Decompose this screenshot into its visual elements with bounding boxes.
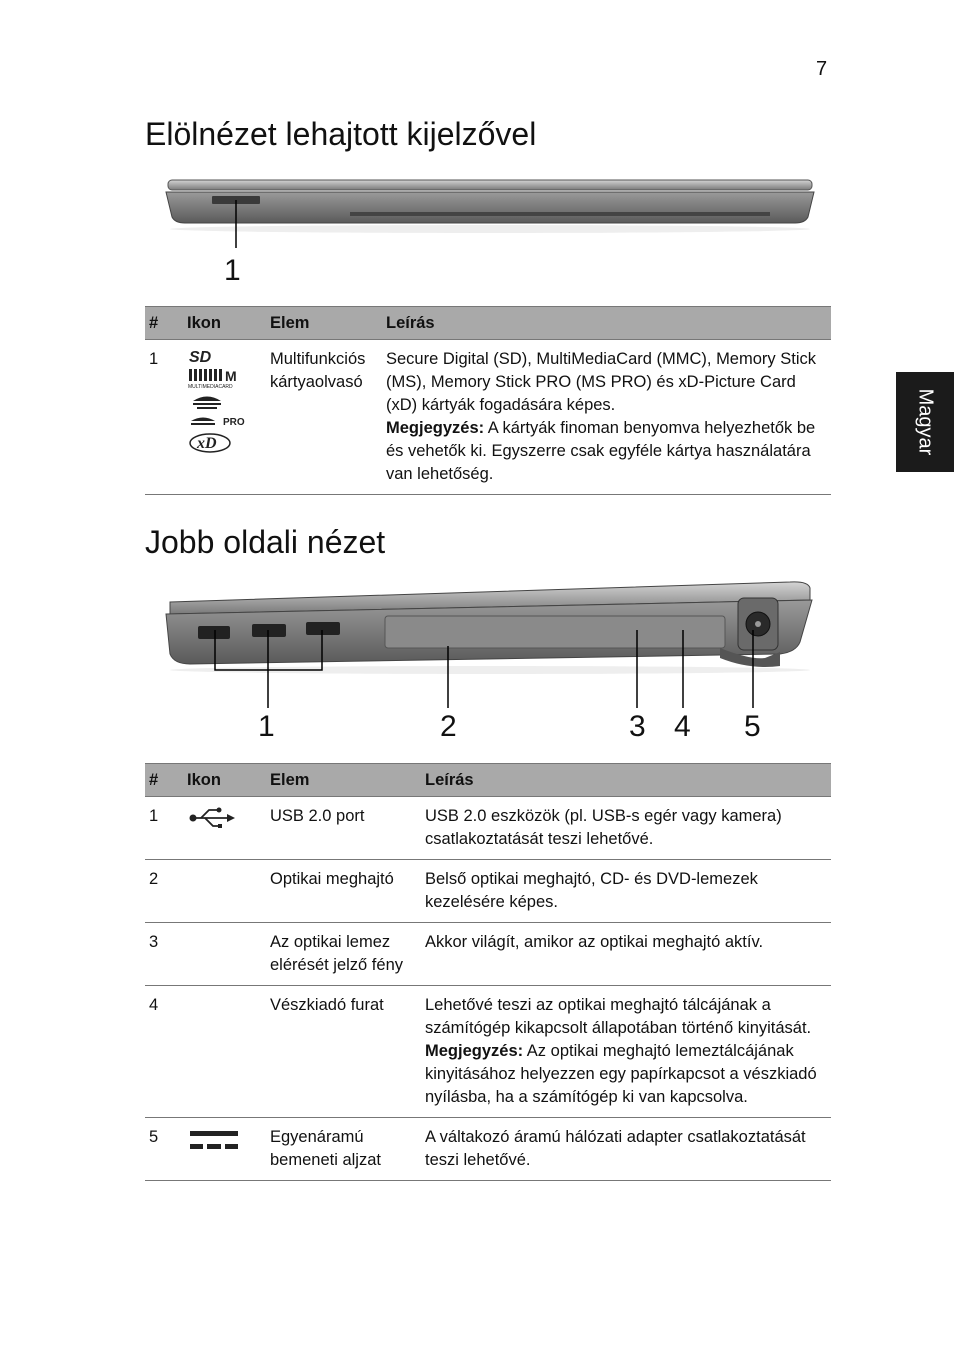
- usb-icon: [187, 805, 239, 831]
- laptop-front-view-image: [160, 175, 820, 245]
- col-header-desc: Leírás: [382, 307, 831, 340]
- table-header-row: [145, 307, 831, 340]
- right-view-table: [145, 763, 831, 1181]
- language-tab: [896, 372, 954, 472]
- table-row: [145, 860, 831, 923]
- memory-stick-pro-icon-text: PRO: [223, 417, 245, 428]
- callout-right-1: 1: [258, 710, 275, 743]
- row-item: Az optikai lemez elérését jelző fény: [266, 923, 421, 986]
- row-num: 4: [145, 986, 183, 1118]
- page-number: 7: [816, 58, 828, 80]
- table-header-row: [145, 764, 831, 797]
- callout-line-front-1: [234, 200, 238, 250]
- sd-card-icon-text: SD: [189, 349, 212, 364]
- row-item: Optikai meghajtó: [266, 860, 421, 923]
- row-icon: [183, 797, 266, 860]
- svg-text:M: M: [225, 368, 237, 384]
- row-desc-text: Lehetővé teszi az optikai meghajtó tálcájának a számítógép kikapcsolt állapotában történő kinyitását.: [425, 996, 812, 1037]
- row-icon: [183, 860, 266, 923]
- row-num: 1: [145, 340, 183, 495]
- col-header-icon: Ikon: [183, 764, 266, 797]
- row-num: 3: [145, 923, 183, 986]
- callout-right-3: 3: [629, 710, 646, 743]
- callout-right-4: 4: [674, 710, 691, 743]
- note-label: Megjegyzés:: [386, 419, 485, 437]
- xd-picture-card-icon: [187, 432, 233, 454]
- table-row: [145, 923, 831, 986]
- row-desc: [382, 340, 831, 495]
- callout-right-5: 5: [744, 710, 761, 743]
- row-desc: [421, 986, 831, 1118]
- col-header-icon: Ikon: [183, 307, 266, 340]
- table-row: [145, 797, 831, 860]
- note-label: Megjegyzés:: [425, 1042, 524, 1060]
- row-item: Multifunkciós kártyaolvasó: [266, 340, 382, 495]
- section-title-front: Elölnézet lehajtott kijelzővel: [145, 116, 537, 152]
- row-num: 1: [145, 797, 183, 860]
- col-header-item: Elem: [266, 307, 382, 340]
- row-item: USB 2.0 port: [266, 797, 421, 860]
- table-row: [145, 1118, 831, 1181]
- row-desc: Akkor világít, amikor az optikai meghajtó aktív.: [421, 923, 831, 986]
- multimediacard-icon-text: MULTIMEDIACARD: [188, 384, 233, 389]
- table-row: [145, 340, 831, 495]
- language-tab-label: Magyar: [914, 388, 937, 456]
- col-header-num: #: [145, 307, 183, 340]
- row-icons: [183, 340, 266, 495]
- multimediacard-icon: [187, 367, 243, 389]
- row-num: 5: [145, 1118, 183, 1181]
- note-text: Az optikai meghajtó lemeztálcájának kinyitásához helyezzen egy papírkapcsot a vészkiadó nyílásba, ha a számítógép ki van kapcsolva.: [425, 1042, 817, 1106]
- callout-front-1: 1: [224, 254, 241, 287]
- row-desc: USB 2.0 eszközök (pl. USB-s egér vagy kamera) csatlakoztatását teszi lehetővé.: [421, 797, 831, 860]
- row-icon: [183, 986, 266, 1118]
- row-item: Egyenáramú bemeneti aljzat: [266, 1118, 421, 1181]
- xd-picture-card-icon-text: xD: [197, 435, 217, 452]
- col-header-num: #: [145, 764, 183, 797]
- row-icon: [183, 1118, 266, 1181]
- row-desc: Belső optikai meghajtó, CD- és DVD-lemezek kezelésére képes.: [421, 860, 831, 923]
- table-row: [145, 986, 831, 1118]
- note-text: A kártyák finoman benyomva helyezhetők be és vehetők ki. Egyszerre csak egyféle kártya használatára van lehetőség.: [386, 419, 816, 483]
- row-icon: [183, 923, 266, 986]
- row-desc-text: Secure Digital (SD), MultiMediaCard (MMC), Memory Stick (MS), Memory Stick PRO (MS PRO) és xD-Picture Card (xD) kártyák fogadására képes.: [386, 350, 816, 414]
- front-view-table: [145, 306, 831, 495]
- callout-lines-right: [195, 630, 775, 710]
- memory-stick-icon: [187, 392, 227, 410]
- dc-power-icon: [187, 1126, 241, 1154]
- section-title-right: Jobb oldali nézet: [145, 524, 386, 560]
- col-header-desc: Leírás: [421, 764, 831, 797]
- row-desc: A váltakozó áramú hálózati adapter csatlakoztatását teszi lehetővé.: [421, 1118, 831, 1181]
- callout-right-2: 2: [440, 710, 457, 743]
- memory-stick-pro-icon: [187, 413, 251, 429]
- col-header-item: Elem: [266, 764, 421, 797]
- row-num: 2: [145, 860, 183, 923]
- row-item: Vészkiadó furat: [266, 986, 421, 1118]
- sd-card-icon: [187, 348, 227, 364]
